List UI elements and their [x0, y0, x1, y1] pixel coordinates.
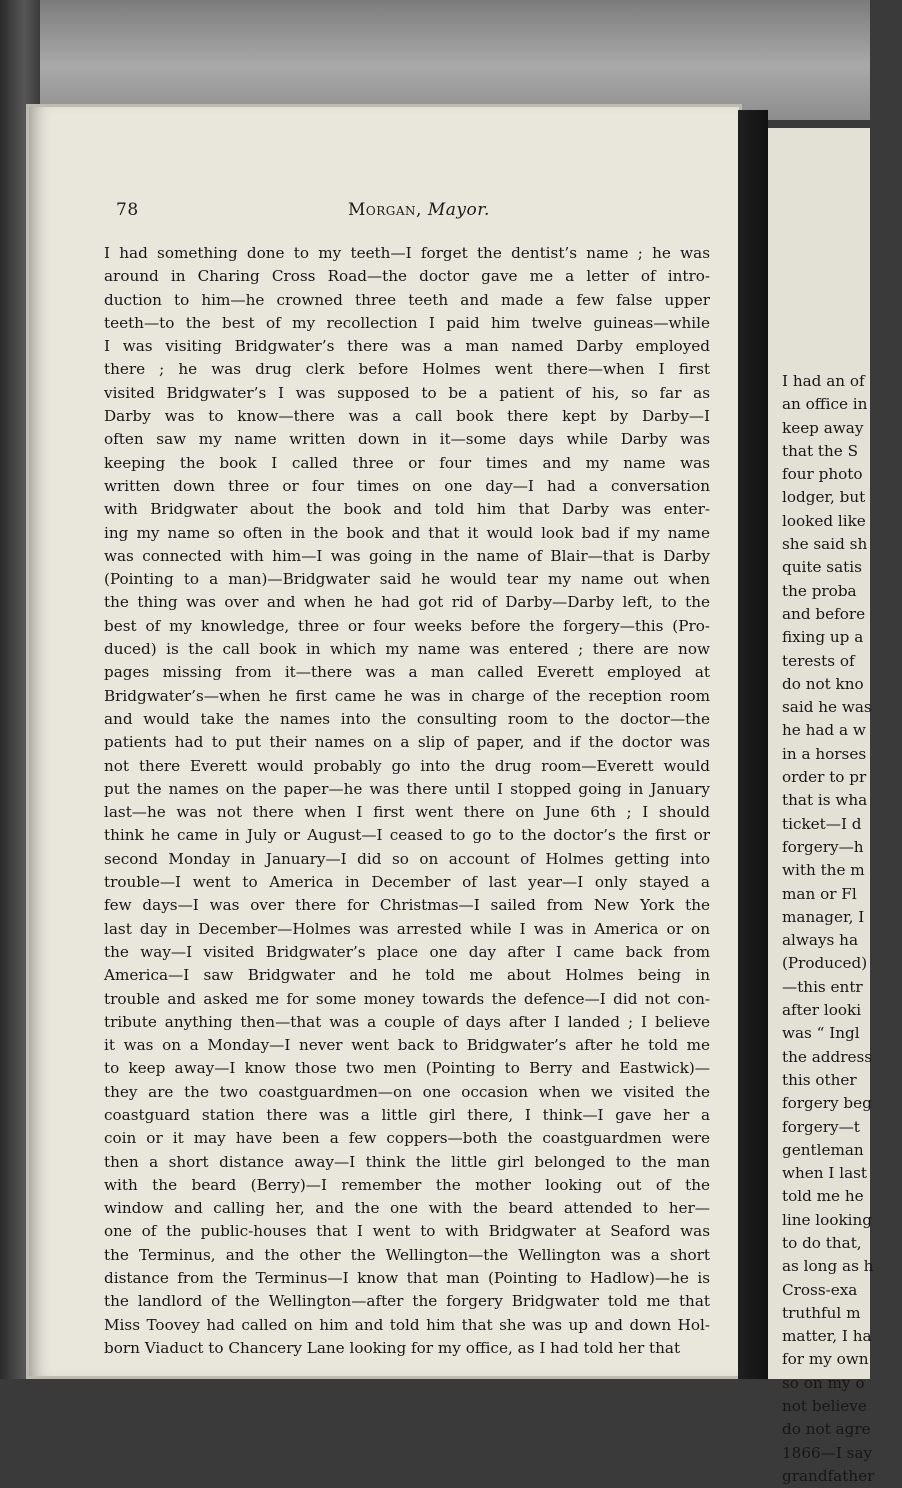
right-page-line: keep away [782, 418, 864, 437]
right-page-line: ticket—I d [782, 814, 862, 833]
right-page-line: four photo [782, 465, 863, 484]
book-binding-gutter [738, 110, 768, 1379]
right-page-line: that the S [782, 441, 858, 460]
right-page-text [782, 370, 902, 1488]
right-page [768, 128, 875, 1485]
right-page-line: was “ Ingl [782, 1024, 860, 1043]
text-line: there ; he was drug clerk before Holmes went there—when I first [104, 360, 710, 379]
photo-backdrop-top [0, 0, 870, 120]
text-line: teeth—to the best of my recollection I paid him twelve guineas—while [104, 313, 710, 332]
text-line: to keep away—I know those two men (Pointing to Berry and Eastwick)— [104, 1059, 710, 1078]
text-line: duced) is the call book in which my name was entered ; there are now [104, 640, 710, 659]
right-page-line: do not agre [782, 1420, 871, 1439]
right-page-line: matter, I ha [782, 1327, 872, 1346]
right-page-line: the proba [782, 581, 857, 600]
right-page-line: that is wha [782, 791, 868, 810]
text-line: few days—I was over there for Christmas—I sailed from New York the [104, 896, 710, 915]
text-line: duction to him—he crowned three teeth and made a few false upper [104, 290, 710, 309]
text-line: patients had to put their names on a slip of paper, and if the doctor was [104, 733, 710, 752]
right-page-line: quite satis [782, 558, 862, 577]
right-page-line: and before [782, 604, 866, 623]
text-line: often saw my name written down in it—some days while Darby was [104, 430, 710, 449]
text-line: trouble—I went to America in December of last year—I only stayed a [104, 873, 710, 892]
text-line: the landlord of the Wellington—after the forgery Bridgwater told me that [104, 1292, 710, 1311]
text-line: put the names on the paper—he was there until I stopped going in January [104, 779, 710, 798]
running-head [348, 200, 490, 220]
text-line: ing my name so often in the book and that it would look bad if my name [104, 523, 710, 542]
text-line: the way—I visited Bridgwater’s place one day after I came back from [104, 942, 710, 961]
text-line: (Pointing to a man)—Bridgwater said he would tear my name out when [104, 570, 710, 589]
right-page-line: forgery beg [782, 1094, 872, 1113]
text-line: Bridgwater’s—when he first came he was in charge of the reception room [104, 686, 710, 705]
right-page-line: with the m [782, 861, 865, 880]
text-line: coastguard station there was a little girl there, I think—I gave her a [104, 1105, 710, 1124]
text-line: tribute anything then—that was a couple of days after I landed ; I believe [104, 1012, 710, 1031]
right-page-line: fixing up a [782, 628, 864, 647]
text-line: then a short distance away—I think the little girl belonged to the man [104, 1152, 710, 1171]
right-page-line: 1866—I say [782, 1443, 873, 1462]
right-page-line: Cross-exa [782, 1280, 858, 1299]
right-page-line: not believe [782, 1397, 867, 1416]
text-line: the thing was over and when he had got rid of Darby—Darby left, to the [104, 593, 710, 612]
right-page-line: said he was [782, 698, 872, 717]
right-page-line: order to pr [782, 768, 867, 787]
right-page-line: truthful m [782, 1303, 861, 1322]
text-line: with Bridgwater about the book and told him that Darby was enter- [104, 500, 710, 519]
text-line: second Monday in January—I did so on account of Holmes getting into [104, 849, 710, 868]
text-line: visited Bridgwater’s I was supposed to be a patient of his, so far as [104, 383, 710, 402]
right-page-line: do not kno [782, 674, 864, 693]
text-line: not there Everett would probably go into the drug room—Everett would [104, 756, 710, 775]
text-line: keeping the book I called three or four times and my name was [104, 453, 710, 472]
right-page-line: to do that, [782, 1233, 862, 1252]
text-line: pages missing from it—there was a man called Everett employed at [104, 663, 710, 682]
text-line: it was on a Monday—I never went back to Bridgwater’s after he told me [104, 1036, 710, 1055]
text-line: born Viaduct to Chancery Lane looking for my office, as I had told her that [104, 1338, 681, 1357]
right-page-line: lodger, but [782, 488, 866, 507]
right-page-line: manager, I [782, 907, 865, 926]
text-line: around in Charing Cross Road—the doctor gave me a letter of intro- [104, 267, 710, 286]
right-page-line: in a horses [782, 744, 867, 763]
right-page-line: he had a w [782, 721, 866, 740]
right-page-line: I had an of [782, 372, 865, 390]
text-line: was connected with him—I was going in the name of Blair—that is Darby [104, 546, 710, 565]
right-page-line: looked like [782, 511, 866, 530]
text-line: they are the two coastguardmen—on one occasion when we visited the [104, 1082, 710, 1101]
text-line: I was visiting Bridgwater’s there was a man named Darby employed [104, 337, 710, 356]
right-page-line: man or Fl [782, 884, 857, 903]
right-page-line: grandfather [782, 1466, 875, 1485]
right-page-line: she said sh [782, 535, 868, 554]
text-line: Darby was to know—there was a call book there kept by Darby—I [104, 407, 710, 426]
text-line: I had something done to my teeth—I forget the dentist’s name ; he was [104, 244, 710, 262]
running-head-title: Mayor. [427, 200, 490, 220]
main-text-block [104, 242, 710, 1360]
text-line: one of the public-houses that I went to with Bridgwater at Seaford was [104, 1222, 710, 1241]
text-line: and would take the names into the consulting room to the doctor—the [104, 709, 710, 728]
right-page-line: an office in [782, 395, 868, 414]
right-page-line: terests of [782, 651, 855, 670]
page-number: 78 [116, 200, 139, 220]
right-page-line: gentleman [782, 1140, 864, 1159]
text-line: the Terminus, and the other the Wellington—the Wellington was a short [104, 1245, 710, 1264]
right-page-line: forgery—t [782, 1117, 860, 1136]
right-page-line: —this entr [782, 977, 863, 996]
text-line: best of my knowledge, three or four weeks before the forgery—this (Pro- [104, 616, 710, 635]
text-line: with the beard (Berry)—I remember the mother looking out of the [104, 1175, 710, 1194]
right-page-line: told me he [782, 1187, 864, 1206]
page-header [116, 200, 706, 226]
text-line: Miss Toovey had called on him and told him that she was up and down Hol- [104, 1315, 710, 1334]
text-line: distance from the Terminus—I know that man (Pointing to Hadlow)—he is [104, 1269, 710, 1288]
right-page-line: line looking [782, 1210, 873, 1229]
right-page-line: this other [782, 1070, 857, 1089]
right-page-line: when I last [782, 1164, 868, 1183]
text-line: written down three or four times on one day—I had a conversation [104, 476, 710, 495]
right-page-line: (Produced) [782, 954, 868, 973]
right-page-line: after looki [782, 1001, 862, 1020]
text-line: trouble and asked me for some money towards the defence—I did not con- [104, 989, 710, 1008]
text-line: last day in December—Holmes was arrested while I was in America or on [104, 919, 710, 938]
right-page-line: forgery—h [782, 837, 864, 856]
right-page-line: always ha [782, 931, 859, 950]
text-line: America—I saw Bridgwater and he told me about Holmes being in [104, 966, 710, 985]
right-page-line: the address [782, 1047, 873, 1066]
right-page-line: for my own [782, 1350, 869, 1369]
running-head-name: Morgan, [348, 200, 422, 220]
right-page-line: so on my o [782, 1373, 865, 1392]
text-line: coin or it may have been a few coppers—both the coastguardmen were [104, 1129, 710, 1148]
text-line: think he came in July or August—I ceased to go to the doctor’s the first or [104, 826, 710, 845]
text-line: last—he was not there when I first went there on June 6th ; I should [104, 803, 710, 822]
right-page-line: as long as h [782, 1257, 874, 1276]
text-line: window and calling her, and the one with the beard attended to her— [104, 1199, 710, 1218]
